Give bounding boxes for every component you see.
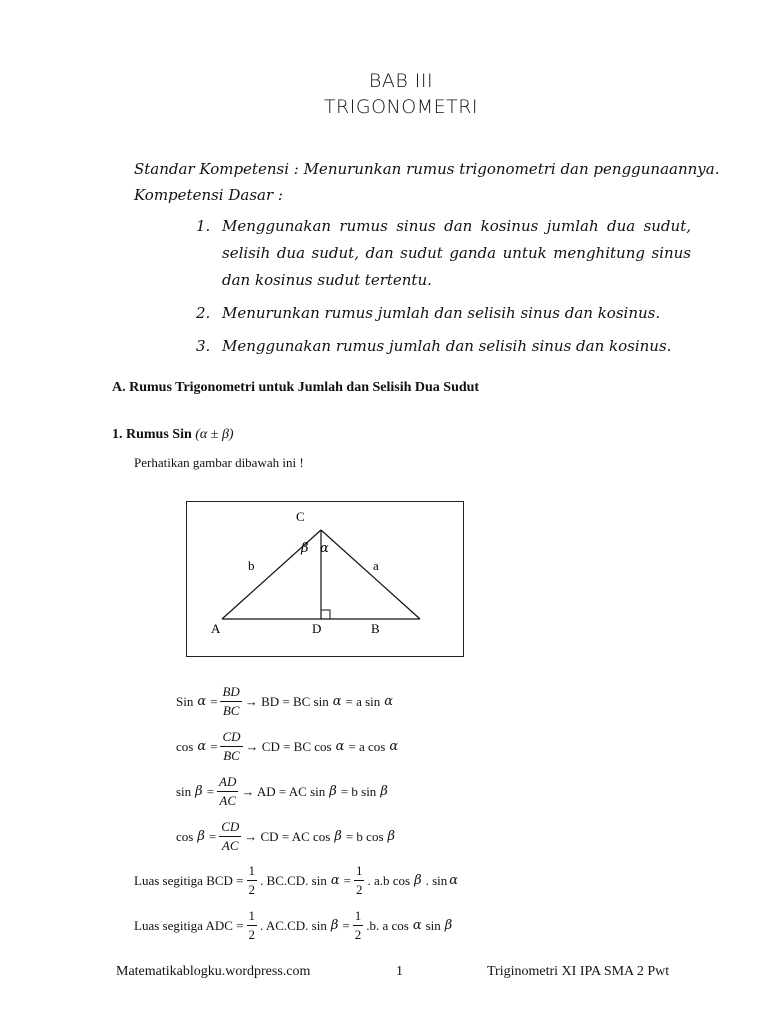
denominator: 2 — [248, 927, 256, 942]
fraction — [247, 907, 258, 944]
footer-page-number: 1 — [396, 964, 403, 979]
formula-rest: = a sin — [345, 693, 381, 709]
subsection-heading — [112, 427, 234, 443]
denominator: AC — [221, 838, 239, 853]
side-a-label: a — [373, 558, 379, 573]
denominator: 2 — [355, 882, 363, 897]
basic-competence-label: Kompetensi Dasar : — [134, 186, 283, 204]
formula-rest: → CD = AC cos — [244, 828, 331, 844]
competence-list — [196, 213, 691, 366]
formula-row — [176, 818, 399, 855]
fraction — [217, 773, 238, 810]
equals-sign: = — [208, 828, 217, 844]
competence-item — [196, 300, 691, 327]
numerator: 1 — [247, 907, 258, 926]
competence-text: Menurunkan rumus jumlah dan selisih sinus dan kosinus. — [222, 304, 661, 322]
formula-angle: α — [330, 873, 340, 888]
equals-sign: = — [342, 917, 350, 933]
competence-number: 1. — [196, 217, 211, 235]
numerator: 1 — [353, 907, 364, 926]
vertex-b-label: B — [371, 621, 380, 636]
fraction — [353, 907, 364, 944]
formula-angle: β — [329, 784, 337, 799]
fraction — [247, 862, 258, 899]
footer-site: Matematikablogku.wordpress.com — [116, 964, 311, 979]
intro-text: Perhatikan gambar dibawah ini ! — [134, 455, 304, 470]
subsection-label: 1. Rumus Sin — [112, 427, 192, 442]
equals-sign: = — [343, 872, 351, 888]
denominator: AC — [219, 793, 237, 808]
denominator: BC — [223, 748, 240, 763]
formula-fn: sin — [176, 783, 192, 799]
vertex-c-label: C — [296, 509, 305, 524]
formula-angle: α — [197, 739, 207, 754]
subsection-expr: (α ± β) — [195, 427, 234, 442]
formula-angle: β — [334, 829, 342, 844]
beta-label: β — [301, 541, 309, 556]
area-label: Luas segitiga ADC = — [134, 917, 244, 933]
formula-rest: → AD = AC sin — [241, 783, 326, 799]
formula-angle: β — [330, 918, 339, 933]
area-mid: . BC.CD. sin — [260, 872, 327, 888]
area-tail: . sin — [425, 872, 448, 888]
triangle-figure — [186, 501, 464, 657]
area-label: Luas segitiga BCD = — [134, 872, 244, 888]
denominator: 2 — [248, 882, 256, 897]
vertex-a-label: A — [211, 621, 221, 636]
numerator: 1 — [354, 862, 365, 881]
standard-competence: Standar Kompetensi : Menurunkan rumus trigonometri dan penggunaannya. — [134, 160, 720, 178]
formula-row — [176, 728, 402, 765]
area-formula — [134, 862, 462, 899]
numerator: CD — [220, 728, 242, 747]
fraction — [220, 683, 241, 720]
competence-number: 3. — [196, 337, 211, 355]
formula-fn: cos — [176, 828, 194, 844]
numerator: AD — [217, 773, 238, 792]
formula-angle: α — [197, 694, 207, 709]
section-heading: A. Rumus Trigonometri untuk Jumlah dan Selisih Dua Sudut — [112, 380, 480, 395]
numerator: BD — [220, 683, 241, 702]
formula-angle: β — [414, 873, 422, 888]
equals-sign: = — [210, 693, 218, 709]
formula-angle: β — [387, 829, 396, 844]
competence-number: 2. — [196, 304, 211, 322]
chapter-label: BAB III — [368, 70, 434, 92]
numerator: CD — [219, 818, 241, 837]
competence-text: Menggunakan rumus jumlah dan selisih sinus dan kosinus. — [222, 337, 672, 355]
formula-angle: α — [335, 739, 345, 754]
formula-angle: α — [332, 694, 342, 709]
competence-item — [196, 213, 691, 294]
formula-angle: α — [384, 694, 394, 709]
denominator: 2 — [354, 927, 362, 942]
side-b-label: b — [248, 558, 255, 573]
formula-angle: β — [197, 829, 205, 844]
competence-text: Menggunakan rumus sinus dan kosinus jumlah dua sudut, selisih dua sudut, dan sudut ganda untuk menghitung sinus dan kosinus sudut tertentu. — [222, 217, 691, 289]
formula-rest: = a cos — [348, 738, 386, 754]
formula-rest: → CD = BC cos — [245, 738, 332, 754]
formula-angle: β — [380, 784, 388, 799]
formula-angle: α — [412, 918, 422, 933]
triangle-diagram — [187, 502, 463, 656]
formula-rest: → BD = BC sin — [244, 693, 329, 709]
area-mid: . AC.CD. sin — [260, 917, 327, 933]
formula-row — [176, 683, 397, 720]
right-angle-mark — [321, 610, 330, 619]
formula-row — [176, 773, 392, 810]
formula-fn: Sin — [176, 693, 194, 709]
side-a — [321, 530, 420, 619]
formula-rest: = b cos — [345, 828, 384, 844]
area-formula — [134, 907, 456, 944]
equals-sign: = — [210, 738, 218, 754]
formula-rest: = b sin — [340, 783, 377, 799]
alpha-label: α — [320, 541, 329, 556]
fraction — [219, 818, 241, 855]
area-tail: . a.b cos — [367, 872, 411, 888]
formula-angle: α — [449, 873, 459, 888]
chapter-title: TRIGONOMETRI — [323, 96, 479, 118]
numerator: 1 — [247, 862, 258, 881]
equals-sign: = — [206, 783, 215, 799]
area-tail: .b. a cos — [366, 917, 409, 933]
formula-angle: β — [444, 918, 453, 933]
formula-fn: cos — [176, 738, 194, 754]
competence-item — [196, 333, 691, 360]
formula-angle: α — [389, 739, 399, 754]
denominator: BC — [222, 703, 240, 718]
area-tail: sin — [425, 917, 441, 933]
formula-angle: β — [195, 784, 203, 799]
fraction — [220, 728, 242, 765]
footer-course: Triginometri XI IPA SMA 2 Pwt — [487, 964, 670, 979]
fraction — [354, 862, 365, 899]
point-d-label: D — [312, 621, 322, 636]
